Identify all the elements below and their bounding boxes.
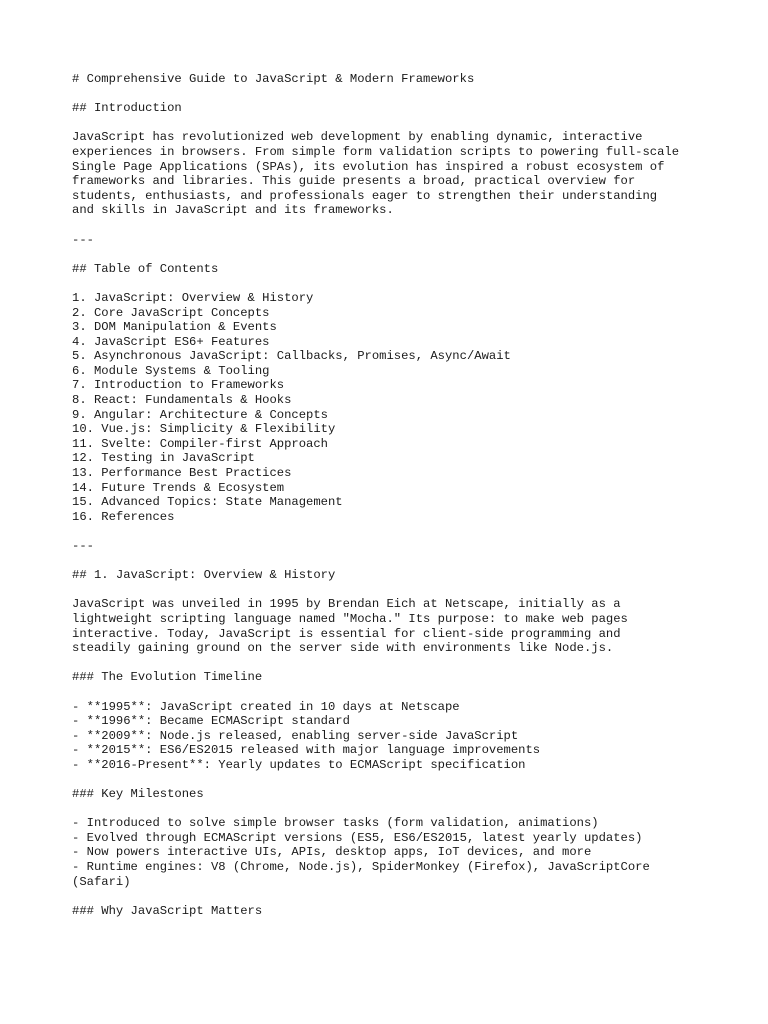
bullet-item: - Runtime engines: V8 (Chrome, Node.js), SpiderMonkey (Firefox), JavaScriptCore [72,860,650,875]
blank-line [72,802,712,817]
text-line: interactive. Today, JavaScript is essential for client-side programming and [72,626,621,641]
toc-item: 4. JavaScript ES6+ Features [72,334,270,349]
blank-line [72,87,712,102]
section-heading: ## 1. JavaScript: Overview & History [72,568,336,583]
section-heading: ## Introduction [72,101,182,116]
text-line: frameworks and libraries. This guide presents a broad, practical overview for [72,174,636,189]
blank-line [72,524,712,539]
toc-item: 2. Core JavaScript Concepts [72,305,270,320]
bullet-item: - **2016-Present**: Yearly updates to ECMAScript specification [72,757,526,772]
toc-item: 16. References [72,509,175,524]
toc-item: 14. Future Trends & Ecosystem [72,480,285,495]
bullet-item: - **1995**: JavaScript created in 10 days at Netscape [72,699,460,714]
toc-item: 6. Module Systems & Tooling [72,363,270,378]
text-line: experiences in browsers. From simple form validation scripts to powering full-scale [72,144,680,159]
toc-item: 7. Introduction to Frameworks [72,378,285,393]
document-title: # Comprehensive Guide to JavaScript & Modern Frameworks [72,72,475,86]
blank-line [72,773,712,788]
horizontal-rule: --- [72,232,94,247]
blank-line [72,276,712,291]
blank-line [72,247,712,262]
text-line: JavaScript was unveiled in 1995 by Brendan Eich at Netscape, initially as a [72,597,621,612]
bullet-item: - **2009**: Node.js released, enabling server-side JavaScript [72,728,519,743]
blank-line [72,583,712,598]
toc-item: 3. DOM Manipulation & Events [72,320,277,335]
toc-item: 8. React: Fundamentals & Hooks [72,393,292,408]
text-line: lightweight scripting language named "Mocha." Its purpose: to make web pages [72,611,628,626]
document-body [72,72,712,918]
text-line: JavaScript has revolutionized web development by enabling dynamic, interactive [72,130,643,145]
toc-item: 9. Angular: Architecture & Concepts [72,407,328,422]
subsection-heading: ### The Evolution Timeline [72,670,263,685]
toc-item: 12. Testing in JavaScript [72,451,255,466]
bullet-item: - Evolved through ECMAScript versions (ES5, ES6/ES2015, latest yearly updates) [72,830,643,845]
bullet-item: - **2015**: ES6/ES2015 released with major language improvements [72,743,541,758]
blank-line [72,116,712,131]
text-line: students, enthusiasts, and professionals eager to strengthen their understanding [72,188,658,203]
bullet-item: - Introduced to solve simple browser tasks (form validation, animations) [72,816,599,831]
blank-line [72,889,712,904]
toc-item: 15. Advanced Topics: State Management [72,495,343,510]
text-line: (Safari) [72,874,131,889]
toc-item: 11. Svelte: Compiler-first Approach [72,436,328,451]
text-line: steadily gaining ground on the server side with environments like Node.js. [72,641,614,656]
horizontal-rule: --- [72,539,94,553]
subsection-heading: ### Why JavaScript Matters [72,903,263,918]
toc-item: 1. JavaScript: Overview & History [72,290,314,305]
blank-line [72,554,712,569]
blank-line [72,685,712,700]
bullet-item: - **1996**: Became ECMAScript standard [72,714,350,729]
blank-line [72,218,712,233]
subsection-heading: ### Key Milestones [72,787,204,802]
toc-item: 10. Vue.js: Simplicity & Flexibility [72,422,336,437]
bullet-item: - Now powers interactive UIs, APIs, desktop apps, IoT devices, and more [72,845,592,860]
blank-line [72,656,712,671]
section-heading: ## Table of Contents [72,261,219,276]
toc-item: 5. Asynchronous JavaScript: Callbacks, Promises, Async/Await [72,349,511,364]
text-line: Single Page Applications (SPAs), its evolution has inspired a robust ecosystem of [72,159,665,174]
toc-item: 13. Performance Best Practices [72,466,292,481]
text-line: and skills in JavaScript and its frameworks. [72,203,394,218]
